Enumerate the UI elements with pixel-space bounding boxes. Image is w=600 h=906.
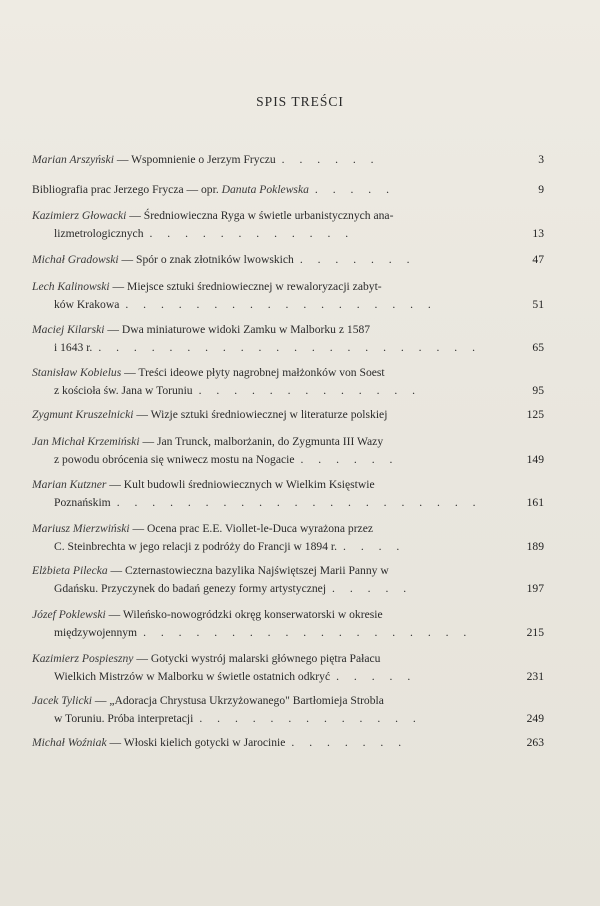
- entry-line: [32, 692, 544, 710]
- entry-line: [32, 364, 544, 382]
- leader-dots: . . . . .: [332, 582, 413, 595]
- entry-title: — Spór o znak złotników lwowskich: [118, 253, 294, 266]
- entry-line: [32, 406, 544, 424]
- page-number: 9: [538, 183, 544, 196]
- entry-title: — Czternastowieczna bazylika Najświętszej Marii Panny w: [107, 564, 389, 577]
- entry-title: — Wileńsko-nowogródzki okręg konserwatorski w okresie: [105, 608, 383, 621]
- entry-author: Jacek Tylicki: [32, 694, 92, 707]
- leader-dots: . . . . . . . . . . . . . . . . . . . . .: [116, 496, 482, 509]
- entry-title-cont: Gdańsku. Przyczynek do badań genezy formy artystycznej: [54, 582, 327, 595]
- entry-author: Danuta Poklewska: [221, 183, 309, 196]
- entry-title-cont: Poznańskim: [54, 496, 111, 509]
- page-title: SPIS TREŚCI: [256, 94, 344, 109]
- entry-author: Józef Poklewski: [32, 608, 106, 621]
- toc-entry: [32, 520, 544, 556]
- toc-entry: [32, 650, 544, 686]
- leader-dots: . . . . . . . . . . . .: [149, 227, 355, 240]
- entry-title: — Wizje sztuki średniowiecznej w literaturze polskiej: [133, 408, 388, 421]
- entry-line: [32, 494, 544, 512]
- entry-author: Stanisław Kobielus: [32, 366, 122, 379]
- page-number: 51: [532, 298, 544, 311]
- entry-title: — Włoski kielich gotycki w Jarocinie: [106, 736, 286, 749]
- entry-line: [32, 562, 544, 580]
- entry-author: Kazimierz Głowacki: [32, 209, 127, 222]
- entry-author: Lech Kalinowski: [32, 280, 110, 293]
- toc-entry: [32, 692, 544, 728]
- toc-entry: [32, 207, 544, 243]
- leader-dots: . . . . .: [336, 670, 417, 683]
- page-number: 197: [526, 582, 544, 595]
- entry-title: — Gotycki wystrój malarski głównego piętra Pałacu: [133, 652, 381, 665]
- leader-dots: . . . . . . . . . . . . . . . . . . .: [143, 626, 473, 639]
- entry-line: [32, 580, 544, 598]
- toc-entry: [32, 181, 544, 199]
- entry-author: Mariusz Mierzwiński: [32, 522, 130, 535]
- toc-entry: [32, 406, 544, 424]
- entry-title-cont: i 1643 r.: [54, 341, 93, 354]
- entry-line: [32, 207, 544, 225]
- entry-title-cont: z powodu obrócenia się wniwecz mostu na Nogacie: [54, 453, 295, 466]
- entry-title-cont: międzywojennym: [54, 626, 138, 639]
- toc-entry: [32, 321, 544, 357]
- entry-line: [32, 734, 544, 752]
- entry-title: — Dwa miniaturowe widoki Zamku w Malborku z 1587: [104, 323, 371, 336]
- entry-line: [32, 296, 544, 314]
- entry-line: [32, 181, 544, 199]
- entry-line: [32, 624, 544, 642]
- leader-dots: . . . .: [343, 540, 406, 553]
- entry-line: [32, 278, 544, 296]
- leader-dots: . . . . . . . . . . . . . . . . . .: [125, 298, 437, 311]
- entry-line: [32, 151, 544, 169]
- page-number: 149: [526, 453, 544, 466]
- page-number: 189: [526, 540, 544, 553]
- page-number: 263: [526, 736, 544, 749]
- toc-entry: [32, 606, 544, 642]
- entry-line: [32, 476, 544, 494]
- leader-dots: . . . . . . . . . . . . . . . . . . . . . .: [98, 341, 481, 354]
- entry-line: [32, 451, 544, 469]
- page-number: 47: [532, 253, 544, 266]
- entry-title: — Średniowieczna Ryga w świetle urbanistycznych ana-: [126, 209, 394, 222]
- entry-title-cont: Wielkich Mistrzów w Malborku w świetle ostatnich odkryć: [54, 670, 331, 683]
- entry-line: [32, 339, 544, 357]
- page-number: 215: [526, 626, 544, 639]
- toc-entry: [32, 278, 544, 314]
- toc-entry: [32, 734, 544, 752]
- entry-title: — Kult budowli średniowiecznych w Wielkim Księstwie: [106, 478, 375, 491]
- page-number: 125: [526, 408, 544, 421]
- page-number: 13: [532, 227, 544, 240]
- entry-title-cont: C. Steinbrechta w jego relacji z podróży do Francji w 1894 r.: [54, 540, 338, 553]
- entry-author: Maciej Kilarski: [32, 323, 105, 336]
- entry-line: [32, 382, 544, 400]
- entry-line: [32, 433, 544, 451]
- entry-author: Kazimierz Pospieszny: [32, 652, 134, 665]
- leader-dots: . . . . . . .: [291, 736, 408, 749]
- entry-line: [32, 538, 544, 556]
- toc-entry: [32, 562, 544, 598]
- leader-dots: . . . . . . . . . . . . .: [198, 384, 422, 397]
- entry-author: Marian Arszyński: [32, 153, 114, 166]
- entry-title: Bibliografia prac Jerzego Frycza — opr.: [32, 183, 222, 196]
- toc-entry: [32, 251, 544, 269]
- leader-dots: . . . . . . . . . . . . .: [199, 712, 422, 725]
- leader-dots: . . . . . . .: [299, 253, 416, 266]
- entry-line: [32, 520, 544, 538]
- entry-title-cont: lizmetrologicznych: [54, 227, 144, 240]
- page-number: 65: [532, 341, 544, 354]
- entry-line: [32, 710, 544, 728]
- entry-title-cont: w Toruniu. Próba interpretacji: [54, 712, 194, 725]
- entry-line: [32, 225, 544, 243]
- page-number: 249: [526, 712, 544, 725]
- leader-dots: . . . . .: [314, 183, 395, 196]
- entry-line: [32, 251, 544, 269]
- page-number: 161: [526, 496, 544, 509]
- entry-title: — Ocena prac E.E. Viollet-le-Duca wyrażona przez: [129, 522, 373, 535]
- entry-line: [32, 650, 544, 668]
- entry-author: Jan Michał Krzemiński: [32, 435, 140, 448]
- leader-dots: . . . . . .: [300, 453, 399, 466]
- leader-dots: . . . . . .: [281, 153, 380, 166]
- entry-line: [32, 321, 544, 339]
- page-number: 95: [532, 384, 544, 397]
- toc-entry: [32, 151, 544, 169]
- entry-title: — „Adoracja Chrystusa Ukrzyżowanego" Bartłomieja Strobla: [91, 694, 384, 707]
- toc-entry: [32, 476, 544, 512]
- toc-entry: [32, 433, 544, 469]
- entry-author: Michał Gradowski: [32, 253, 119, 266]
- entry-title: — Jan Trunck, malborżanin, do Zygmunta III Wazy: [139, 435, 384, 448]
- entry-line: [32, 668, 544, 686]
- entry-author: Elżbieta Pilecka: [32, 564, 108, 577]
- entry-title: — Wspomnienie o Jerzym Fryczu: [113, 153, 276, 166]
- entry-author: Michał Woźniak: [32, 736, 107, 749]
- entry-line: [32, 606, 544, 624]
- entry-author: Zygmunt Kruszelnicki: [32, 408, 134, 421]
- entry-author: Marian Kutzner: [32, 478, 107, 491]
- entry-title-cont: ków Krakowa: [54, 298, 120, 311]
- toc-entry: [32, 364, 544, 400]
- page-number: 3: [538, 153, 544, 166]
- entry-title: — Miejsce sztuki średniowiecznej w rewaloryzacji zabyt-: [109, 280, 382, 293]
- page-number: 231: [526, 670, 544, 683]
- entry-title: — Treści ideowe płyty nagrobnej małżonków von Soest: [121, 366, 385, 379]
- entry-title-cont: z kościoła św. Jana w Toruniu: [54, 384, 193, 397]
